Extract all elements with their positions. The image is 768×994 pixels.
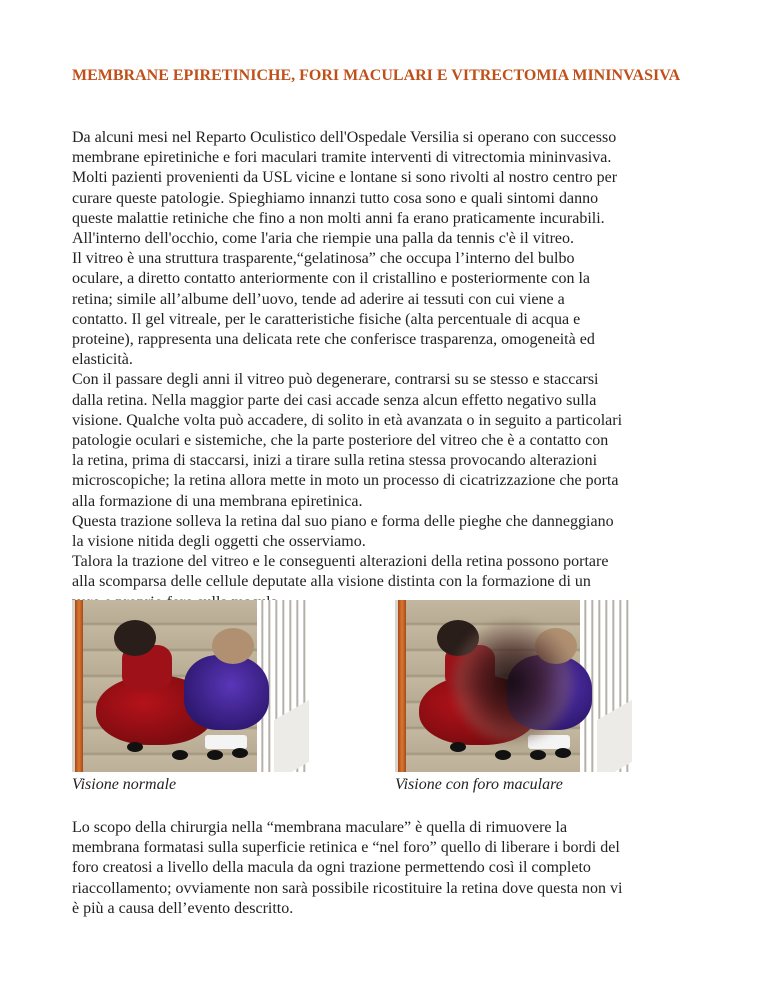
figure-caption: Visione con foro maculare xyxy=(395,776,563,793)
text-line: Da alcuni mesi nel Reparto Oculistico dell'Ospedale Versilia si operano con successo xyxy=(72,129,617,146)
text-line: Molti pazienti provenienti da USL vicine e lontane si sono rivolti al nostro centro per xyxy=(72,169,618,187)
text-line: proteine), rappresenta una delicata rete che conferisce trasparenza, omogeneità ed xyxy=(72,331,595,349)
text-line: All'interno dell'occhio, come l'aria che riempie una palla da tennis c'è il vitreo. xyxy=(72,230,575,248)
text-line: queste malattie retiniche che fino a non molti anni fa erano praticamente incurabili. xyxy=(72,209,605,227)
normal-vision-photo xyxy=(72,600,309,772)
text-line: riaccollamento; ovviamente non sarà possibile ricostituire la retina dove questa non vi xyxy=(72,879,623,897)
closing-paragraph xyxy=(72,818,752,919)
text-line: visione. Qualche volta può accadere, di solito in età avanzata o in seguito a particolari xyxy=(72,411,623,429)
text-line: microscopiche; la retina allora mette in moto un processo di cicatrizzazione che porta xyxy=(72,472,619,490)
text-line: alla formazione di una membrana epiretinica. xyxy=(72,492,363,510)
text-line: è più a causa dell’evento descritto. xyxy=(72,899,294,917)
figure-normal-vision xyxy=(72,600,309,795)
text-line: la visione nitida degli oggetti che osserviamo. xyxy=(72,533,366,551)
text-line: patologie oculari e sistemiche, che la parte posteriore del vitreo che è a contatto con xyxy=(72,432,609,450)
text-line: Lo scopo della chirurgia nella “membrana maculare” è quella di rimuovere la xyxy=(72,819,568,836)
macular-hole-vision-photo xyxy=(395,600,632,772)
text-line: la retina, prima di staccarsi, inizi a tirare sulla retina stessa provocando alterazioni xyxy=(72,452,598,470)
text-line: Questa trazione solleva la retina dal suo piano e forma delle pieghe che danneggiano xyxy=(72,512,614,530)
macular-hole-blur xyxy=(450,620,575,745)
figure-macular-hole-vision xyxy=(395,600,632,795)
text-line: retina; simile all’albume dell’uovo, tende ad aderire ai tessuti con cui viene a xyxy=(72,290,565,308)
text-line: Il vitreo è una struttura trasparente,“gelatinosa” che occupa l’interno del bulbo xyxy=(72,250,575,268)
text-line: foro creatosi a livello della macula da ogni trazione permettendo così il completo xyxy=(72,859,591,877)
figure-caption: Visione normale xyxy=(72,776,177,793)
text-line: dalla retina. Nella maggior parte dei casi accade senza alcun effetto negativo sulla xyxy=(72,391,597,409)
document-title: MEMBRANE EPIRETINICHE, FORI MACULARI E VITRECTOMIA MININVASIVA xyxy=(72,67,681,84)
text-line: membrana formatasi sulla superficie retinica e “nel foro” quello di liberare i bordi del xyxy=(72,839,620,857)
text-line: alla scomparsa delle cellule deputate alla visione distinta con la formazione di un xyxy=(72,573,591,591)
text-line: Con il passare degli anni il vitreo può degenerare, contrarsi su se stesso e staccarsi xyxy=(72,371,599,389)
text-line: curare queste patologie. Spieghiamo innanzi tutto cosa sono e quali sintomi danno xyxy=(72,189,599,207)
text-line: oculare, a diretto contatto anteriormente con il cristallino e posteriormente con la xyxy=(72,270,591,288)
intro-paragraph xyxy=(72,128,752,613)
text-line: membrane epiretiniche e fori maculari tramite interventi di vitrectomia mininvasiva. xyxy=(72,149,612,167)
text-line: elasticità. xyxy=(72,351,133,369)
text-line: contatto. Il gel vitreale, per le caratteristiche fisiche (alta percentuale di acqua e xyxy=(72,310,581,328)
text-line: Talora la trazione del vitreo e le conseguenti alterazioni della retina possono portare xyxy=(72,553,609,571)
